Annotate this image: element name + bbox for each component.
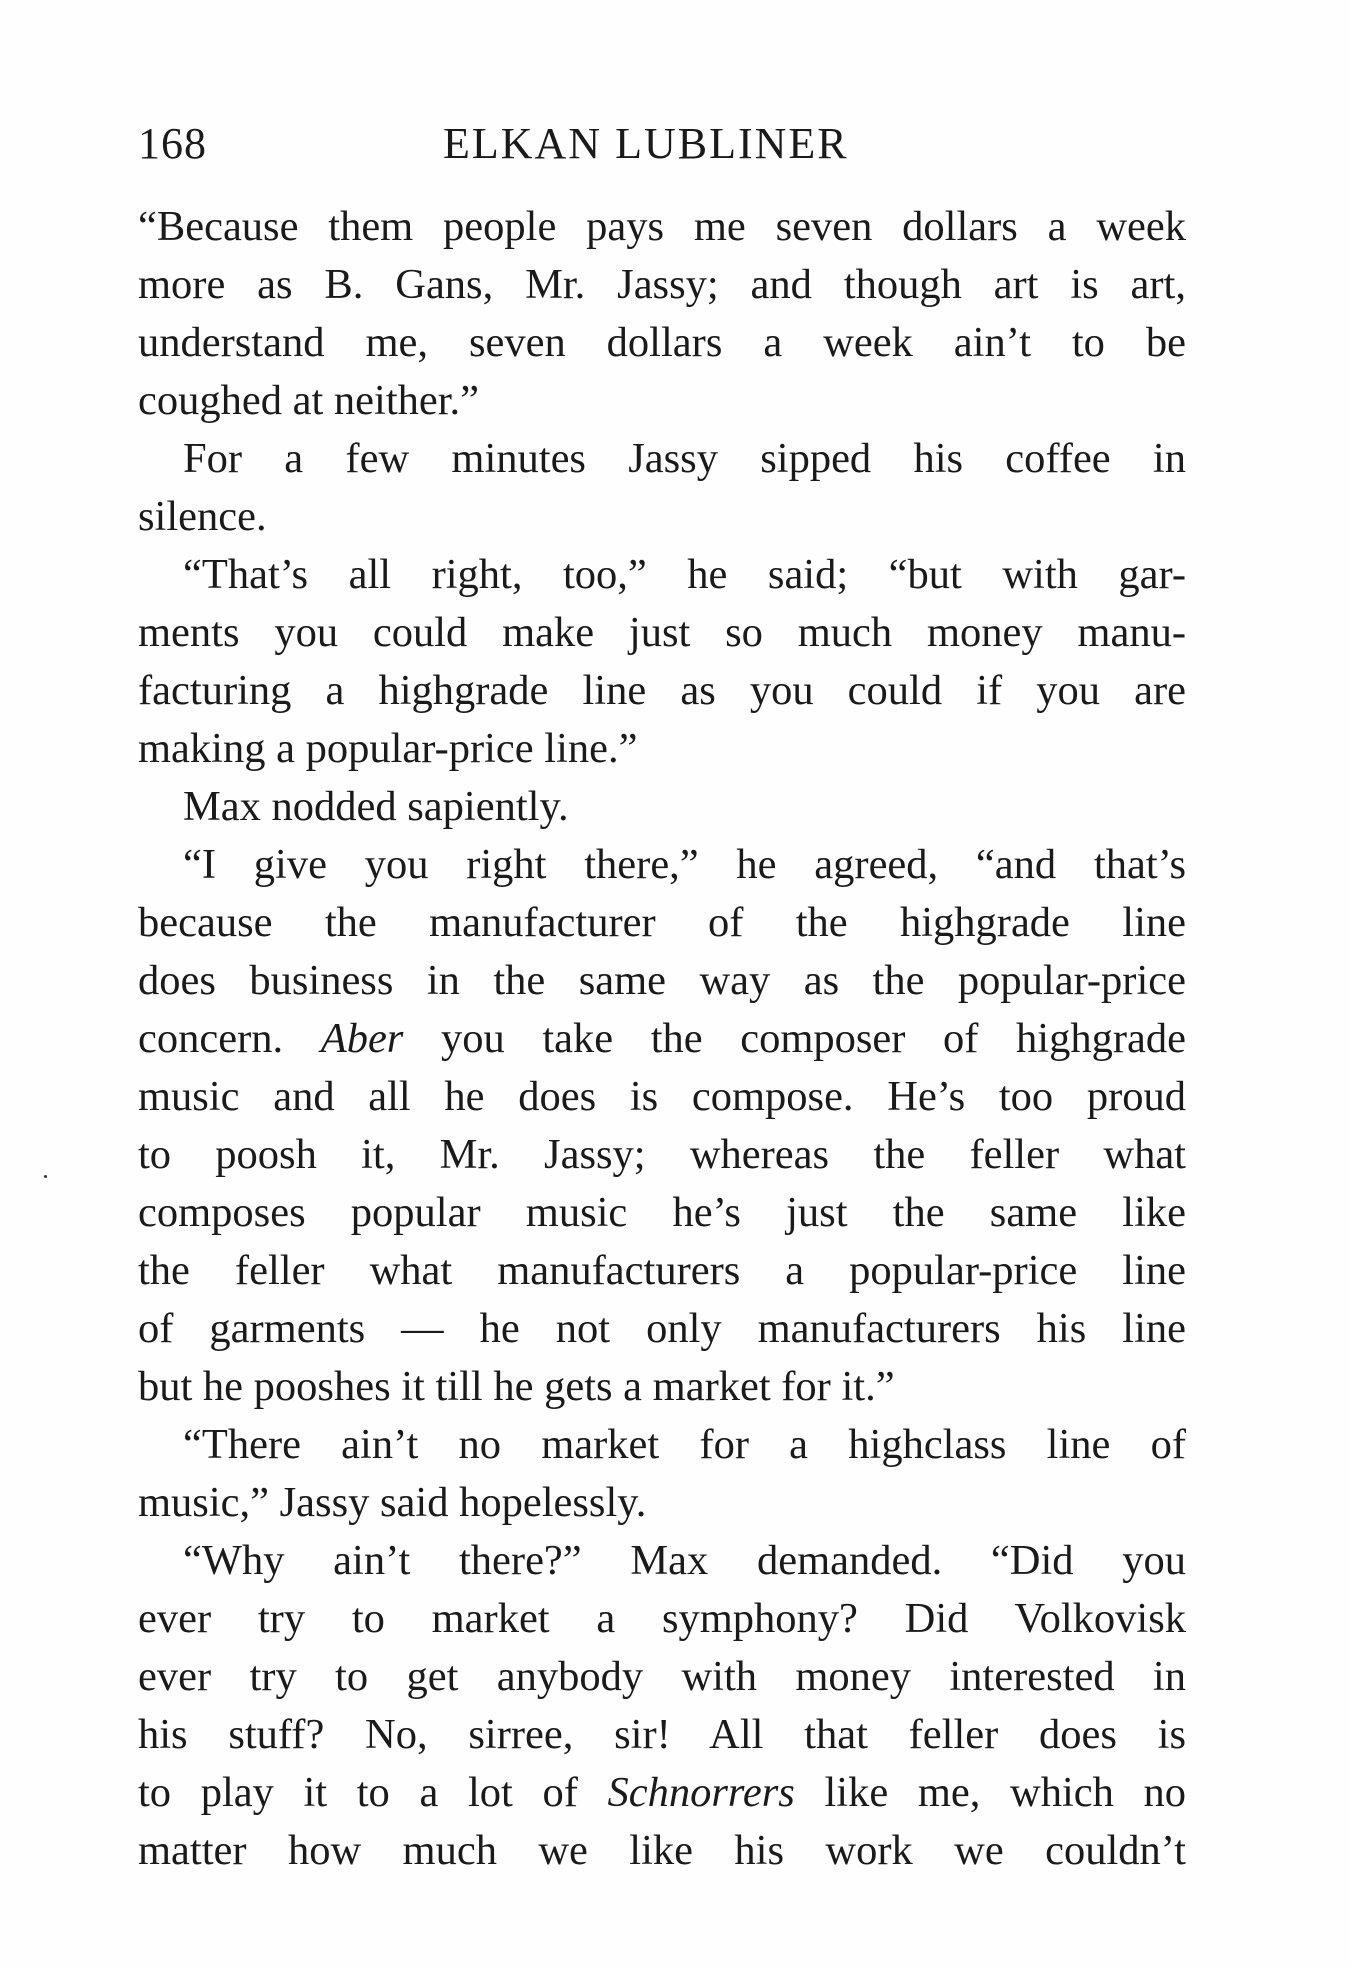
text-line: “That’s all right, too,” he said; “but with gar- [183, 551, 1186, 598]
text-line: Max nodded sapiently. [183, 783, 569, 830]
text-line: ever try to get anybody with money interested in [138, 1653, 1186, 1700]
text-line: to play it to a lot of Schnorrers like me, which no [138, 1769, 1186, 1816]
text-line: his stuff? No, sirree, sir! All that feller does is [138, 1711, 1186, 1758]
text-line: concern. Aber you take the composer of highgrade [138, 1015, 1186, 1062]
text-line: “Because them people pays me seven dollars a week [138, 203, 1186, 250]
text-line: but he pooshes it till he gets a market for it.” [138, 1363, 895, 1410]
text-line: For a few minutes Jassy sipped his coffee in [183, 435, 1186, 482]
text-line: to poosh it, Mr. Jassy; whereas the feller what [138, 1131, 1186, 1178]
running-title: ELKAN LUBLINER [443, 119, 849, 168]
italic-word: Aber [320, 1015, 404, 1062]
page-header [138, 118, 1188, 178]
text-line: silence. [138, 493, 267, 540]
text-line: facturing a highgrade line as you could if you are [138, 667, 1186, 714]
text-line: ments you could make just so much money manu- [138, 609, 1186, 656]
text-line: the feller what manufacturers a popular-price line [138, 1247, 1186, 1294]
body-text [138, 198, 1186, 1880]
text-line: music,” Jassy said hopelessly. [138, 1479, 647, 1526]
text-line: “There ain’t no market for a highclass line of [183, 1421, 1186, 1468]
text-line: music and all he does is compose. He’s too proud [138, 1073, 1186, 1120]
text-line: of garments — he not only manufacturers his line [138, 1305, 1186, 1352]
text-line: matter how much we like his work we couldn’t [138, 1827, 1186, 1874]
text-line: “I give you right there,” he agreed, “and that’s [183, 841, 1186, 888]
text-line: because the manufacturer of the highgrade line [138, 899, 1186, 946]
italic-word: Schnorrers [607, 1769, 795, 1816]
text-line: does business in the same way as the popular-price [138, 957, 1186, 1004]
text-line: composes popular music he’s just the same like [138, 1189, 1186, 1236]
text-line: making a popular-price line.” [138, 725, 638, 772]
text-line: more as B. Gans, Mr. Jassy; and though art is art, [138, 261, 1186, 308]
page-number: 168 [138, 119, 207, 168]
text-line: understand me, seven dollars a week ain’t to be [138, 319, 1186, 366]
text-line: coughed at neither.” [138, 377, 480, 424]
print-speck [44, 1175, 47, 1178]
text-line: “Why ain’t there?” Max demanded. “Did you [183, 1537, 1186, 1584]
text-line: ever try to market a symphony? Did Volkovisk [138, 1595, 1186, 1642]
